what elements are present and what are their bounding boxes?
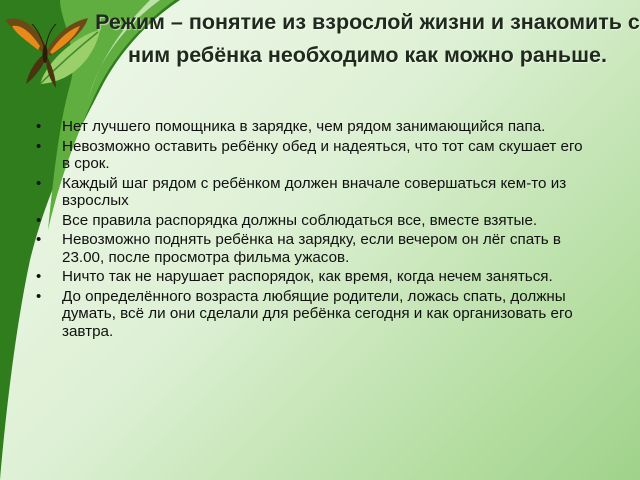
bullet-item xyxy=(34,288,594,341)
bullet-dot: • xyxy=(36,137,42,155)
bullet-list xyxy=(34,118,594,342)
bullet-text: Невозможно оставить ребёнку обед и надеяться, что тот сам скушает его в срок. xyxy=(62,137,583,172)
bullet-item xyxy=(34,268,594,286)
bullet-item xyxy=(34,231,594,266)
bullet-item xyxy=(34,175,594,210)
bullet-item xyxy=(34,212,594,230)
bullet-text: Все правила распорядка должны соблюдаться все, вместе взятые. xyxy=(62,211,538,229)
bullet-dot: • xyxy=(36,231,42,248)
bullet-dot: • xyxy=(36,174,42,192)
bullet-text: Каждый шаг рядом с ребёнком должен вначале совершаться кем-то из взрослых xyxy=(62,174,567,209)
bullet-dot: • xyxy=(36,211,42,229)
bullet-text: До определённого возраста любящие родители, ложась спать, должны думать, всё ли они сделали для ребёнка сегодня и как организовать его завтра. xyxy=(62,287,573,340)
bullet-item xyxy=(34,138,594,173)
bullet-item xyxy=(34,118,594,136)
bullet-dot: • xyxy=(36,287,42,305)
bullet-text: Невозможно поднять ребёнка на зарядку, если вечером он лёг спать в 23.00, после просмотра фильма ужасов. xyxy=(62,231,561,266)
bullet-text: Нет лучшего помощника в зарядке, чем рядом занимающийся папа. xyxy=(62,118,546,135)
bullet-dot: • xyxy=(36,118,42,135)
bullet-dot: • xyxy=(36,268,42,285)
bullet-text: Ничто так не нарушает распорядок, как время, когда нечем заняться. xyxy=(62,268,553,285)
slide-title: Режим – понятие из взрослой жизни и знакомить с ним ребёнка необходимо как можно раньше. xyxy=(95,10,640,67)
